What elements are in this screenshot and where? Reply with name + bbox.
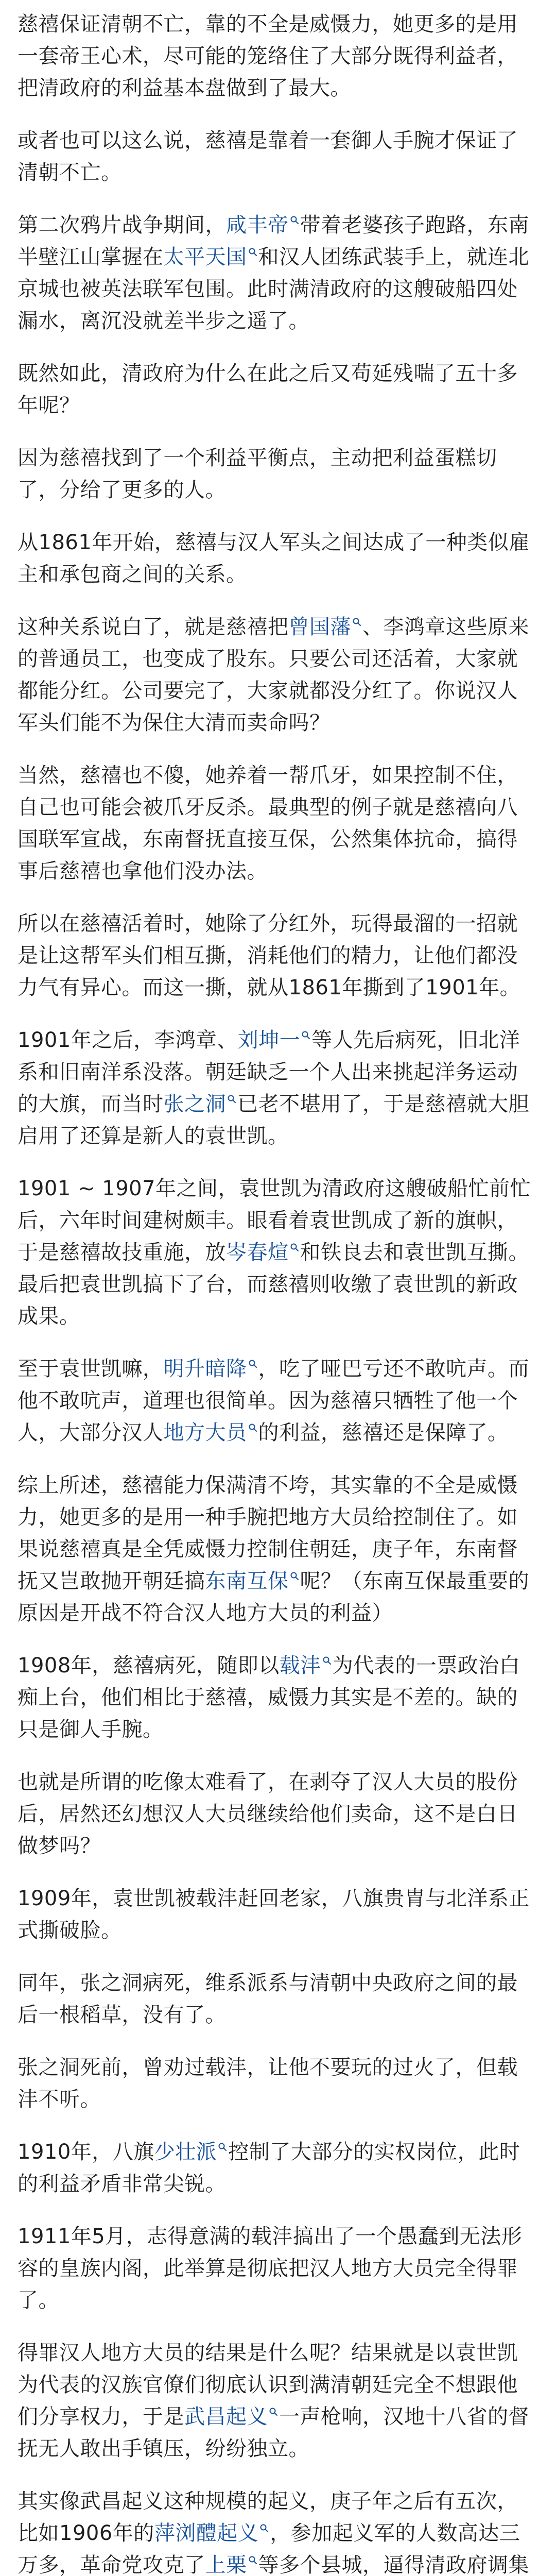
keyword-link-text[interactable]: 咸丰帝 (226, 213, 289, 237)
keyword-search-link[interactable] (238, 1028, 312, 1052)
answer-paragraph (18, 2337, 538, 2465)
answer-paragraph (18, 1173, 538, 1332)
paragraph-text: 至于袁世凯嘛， (18, 1357, 164, 1381)
keyword-link-text[interactable]: 萍浏醴起义 (154, 2521, 259, 2545)
paragraph-text: 1911年5月，志得意满的载沣搞出了一个愚蠢到无法形容的皇族内阁，此举算是彻底把汉人地方大员完全得罪了。 (18, 2225, 523, 2312)
answer-paragraph (18, 442, 538, 506)
keyword-link-text[interactable]: 上栗 (205, 2553, 247, 2576)
keyword-search-link[interactable] (164, 1092, 238, 1116)
answer-paragraph (18, 1353, 538, 1449)
paragraph-text: 呢？（东南互保最重要的原因是开战不符合汉人地方大员的利益） (18, 1569, 529, 1625)
keyword-link-text[interactable]: 载沣 (279, 1654, 321, 1677)
answer-paragraph (18, 611, 538, 739)
search-icon[interactable] (259, 2523, 269, 2533)
paragraph-text: ，吃了哑巴亏还不敢吭声。而他不敢吭声，道理也很简单。因为慈禧只牺牲了他一个人，大部分汉人 (18, 1357, 529, 1445)
search-icon[interactable] (290, 215, 299, 225)
keyword-search-link[interactable] (164, 1421, 258, 1445)
search-icon[interactable] (248, 1359, 257, 1368)
answer-paragraph (18, 8, 538, 104)
search-icon[interactable] (218, 2142, 227, 2151)
keyword-link-text[interactable]: 太平天国 (163, 245, 247, 269)
keyword-search-link[interactable] (226, 213, 300, 237)
search-icon[interactable] (248, 2555, 257, 2565)
keyword-search-link[interactable] (205, 2553, 258, 2576)
answer-paragraph (18, 2221, 538, 2316)
paragraph-text: 当然，慈禧也不傻，她养着一帮爪牙，如果控制不住，自己也可能会被爪牙反杀。最典型的例子就是慈禧向八国联军宣战，东南督抚直接互保，公然集体抗命，搞得事后慈禧也拿他们没办法。 (18, 764, 518, 883)
keyword-search-link[interactable] (154, 2140, 229, 2164)
paragraph-text: ，参加起义军的人数高达三万多，革命党攻克了 (18, 2521, 520, 2576)
paragraph-text: 、李鸿章这些原来的普通员工，也变成了股东。只要公司还活着，大家就都能分红。公司要完了，大家就都没分红了。你说汉人军头们能不为保住大清而卖命吗？ (18, 615, 529, 735)
paragraph-text: 得罪汉人地方大员的结果是什么呢？结果就是以袁世凯为代表的汉族官僚们彻底认识到满清朝廷完全不想跟他们分享权力，于是 (18, 2341, 518, 2429)
answer-paragraph (18, 908, 538, 1004)
paragraph-text: 控制了大部分的实权岗位，此时的利益矛盾非常尖锐。 (18, 2140, 520, 2196)
search-icon[interactable] (352, 617, 361, 626)
keyword-search-link[interactable] (280, 1654, 333, 1677)
search-icon[interactable] (227, 1094, 236, 1104)
paragraph-text: 和铁良去和袁世凯互撕。最后把袁世凯搞下了台，而慈禧则收缴了袁世凯的新政成果。 (18, 1241, 529, 1328)
paragraph-text: 从1861年开始，慈禧与汉人军头之间达成了一种类似雇主和承包商之间的关系。 (18, 531, 530, 586)
paragraph-text: 第二次鸦片战争期间， (18, 213, 226, 237)
keyword-search-link[interactable] (184, 2405, 279, 2429)
keyword-search-link[interactable] (164, 1357, 258, 1381)
paragraph-text: 1908年，慈禧病死，随即以 (18, 1654, 280, 1677)
paragraph-text: 为代表的一票政治白痴上台，他们相比于慈禧，威慑力其实是不差的。缺的只是御人手腕。 (18, 1654, 520, 1741)
paragraph-text: 1901年之后，李鸿章、 (18, 1028, 238, 1052)
search-icon[interactable] (248, 1423, 257, 1432)
answer-paragraph (18, 1766, 538, 1862)
search-icon[interactable] (290, 1243, 299, 1252)
search-icon[interactable] (301, 1030, 310, 1040)
paragraph-text: 或者也可以这么说，慈禧是靠着一套御人手腕才保证了清朝不亡。 (18, 129, 518, 184)
keyword-link-text[interactable]: 地方大员 (163, 1421, 247, 1445)
keyword-link-text[interactable]: 张之洞 (163, 1092, 226, 1116)
answer-paragraph (18, 1967, 538, 2031)
answer-paragraph (18, 125, 538, 189)
paragraph-text: 等多个县城，逼得清政府调集 (258, 2553, 529, 2576)
paragraph-text: 和汉人团练武装手上，就连北京城也被英法联军包围。此时满清政府的这艘破船四处漏水，离沉没就差半步之遥了。 (18, 245, 529, 333)
answer-paragraph (18, 2485, 538, 2576)
paragraph-text: 这种关系说白了，就是慈禧把 (18, 615, 289, 639)
paragraph-text: 也就是所谓的吃像太难看了，在剥夺了汉人大员的股份后，居然还幻想汉人大员继续给他们卖命，这不是白日做梦吗？ (18, 1770, 518, 1858)
paragraph-text: 同年，张之洞病死，维系派系与清朝中央政府之间的最后一根稻草，没有了。 (18, 1971, 518, 2027)
paragraph-text: 因为慈禧找到了一个利益平衡点，主动把利益蛋糕切了，分给了更多的人。 (18, 446, 497, 502)
paragraph-text: 已老不堪用了，于是慈禧就大胆启用了还算是新人的袁世凯。 (18, 1092, 529, 1148)
search-icon[interactable] (248, 247, 257, 257)
paragraph-text: 其实像武昌起义这种规模的起义，庚子年之后有五次，比如1906年的 (18, 2489, 518, 2545)
paragraph-text: 1910年，八旗 (18, 2140, 154, 2164)
paragraph-text: 1909年，袁世凯被载沣赶回老家，八旗贵胄与北洋系正式撕破脸。 (18, 1887, 530, 1942)
paragraph-text: 的利益，慈禧还是保障了。 (258, 1421, 509, 1445)
keyword-link-text[interactable]: 武昌起义 (184, 2405, 268, 2429)
keyword-search-link[interactable] (226, 1241, 300, 1264)
answer-paragraph (18, 1883, 538, 1946)
paragraph-text: 一声枪响，汉地十八省的督抚无人敢出手镇压，纷纷独立。 (18, 2405, 529, 2461)
keyword-search-link[interactable] (154, 2521, 270, 2545)
answer-paragraph (18, 1469, 538, 1629)
paragraph-text: 所以在慈禧活着时，她除了分红外，玩得最溜的一招就是让这帮军头们相互撕，消耗他们的精力，让他们都没力气有异心。而这一撕，就从1861年撕到了1901年。 (18, 912, 521, 999)
answer-paragraph (18, 527, 538, 590)
keyword-link-text[interactable]: 曾国藩 (288, 615, 351, 639)
paragraph-text: 综上所述，慈禧能力保满清不垮，其实靠的不全是威慑力，她更多的是用一种手腕把地方大员给控制住了。如果说慈禧真是全凭威慑力控制住朝廷，庚子年，东南督抚又岂敢抛开朝廷搞 (18, 1473, 518, 1593)
paragraph-text: 等人先后病死，旧北洋系和旧南洋系没落。朝廷缺乏一个人出来挑起洋务运动的大旗，而当时 (18, 1028, 520, 1116)
paragraph-text: 带着老婆孩子跑路，东南半壁江山掌握在 (18, 213, 529, 269)
answer-paragraph (18, 1024, 538, 1152)
search-icon[interactable] (322, 1656, 332, 1665)
keyword-search-link[interactable] (289, 615, 363, 639)
keyword-link-text[interactable]: 明升暗降 (163, 1357, 247, 1381)
keyword-link-text[interactable]: 少壮派 (154, 2140, 217, 2164)
answer-paragraph (18, 2136, 538, 2200)
paragraph-text: 既然如此，清政府为什么在此之后又苟延残喘了五十多年呢？ (18, 362, 518, 417)
answer-paragraph (18, 2052, 538, 2115)
answer-paragraph (18, 759, 538, 887)
keyword-link-text[interactable]: 岑春煊 (226, 1241, 289, 1264)
answer-paragraph (18, 209, 538, 337)
answer-paragraph (18, 358, 538, 421)
keyword-link-text[interactable]: 刘坤一 (237, 1028, 301, 1052)
keyword-search-link[interactable] (164, 245, 258, 269)
keyword-link-text[interactable]: 东南互保 (205, 1569, 289, 1593)
paragraph-text: 慈禧保证清朝不亡，靠的不全是威慑力，她更多的是用一套帝王心术，尽可能的笼络住了大部分既得利益者，把清政府的利益基本盘做到了最大。 (18, 12, 518, 100)
search-icon[interactable] (290, 1571, 299, 1581)
search-icon[interactable] (269, 2407, 278, 2416)
paragraph-text: 1901 ~ 1907年之间，袁世凯为清政府这艘破船忙前忙后，六年时间建树颇丰。眼看着袁世凯成了新的旗帜，于是慈禧故技重施，放 (18, 1177, 531, 1264)
paragraph-text: 张之洞死前，曾劝过载沣，让他不要玩的过火了，但载沣不听。 (18, 2056, 518, 2111)
keyword-search-link[interactable] (205, 1569, 300, 1593)
answer-paragraph (18, 1650, 538, 1745)
